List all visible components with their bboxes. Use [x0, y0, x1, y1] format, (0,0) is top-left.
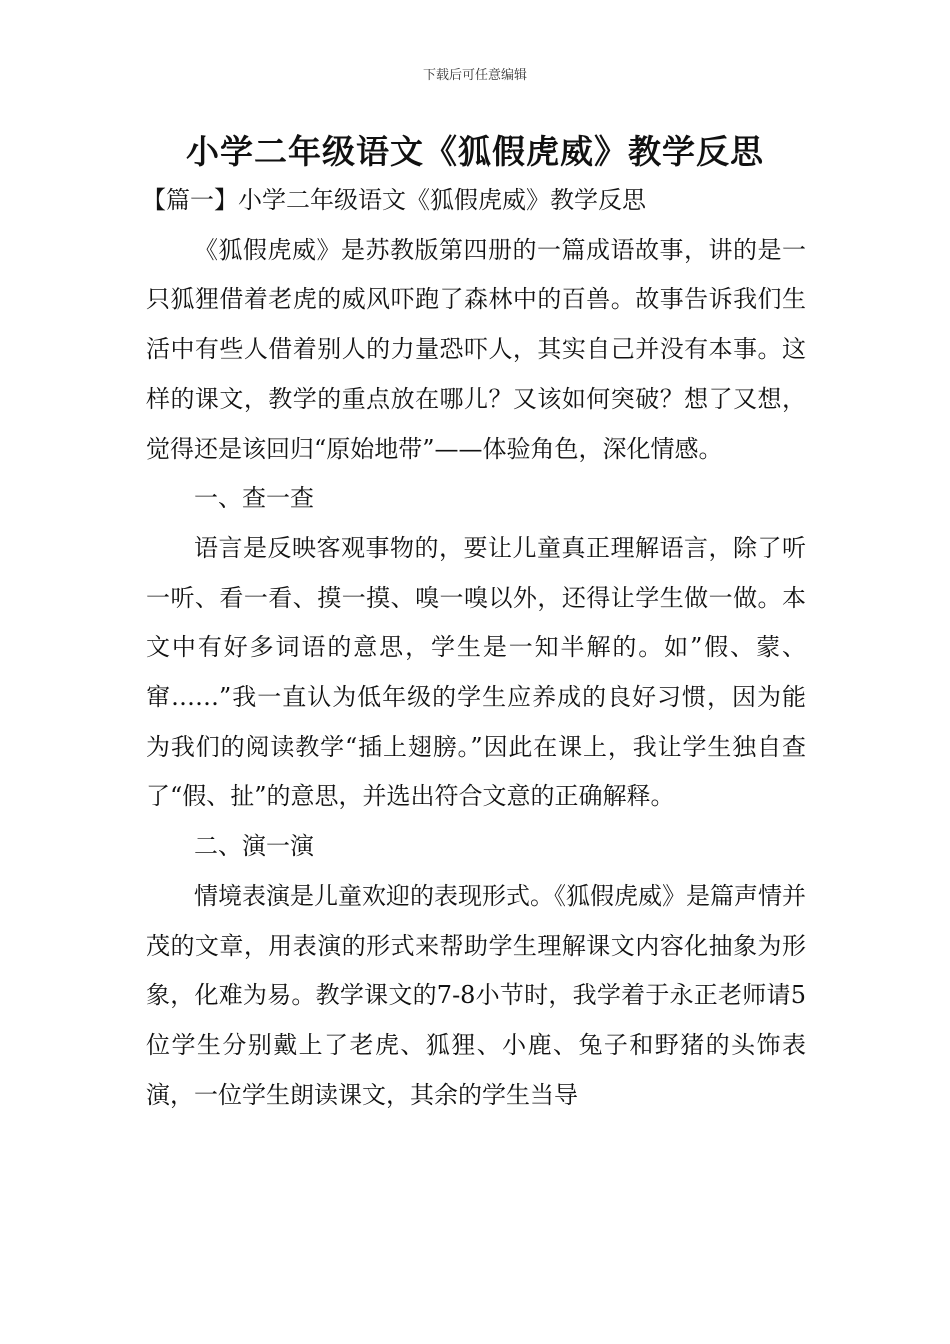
header-note: 下载后可任意编辑 [422, 68, 527, 83]
section-heading-check: 一、查一查 [194, 484, 314, 513]
paragraph-check: 语言是反映客观事物的，要让儿童真正理解语言，除了听一听、看一看、摸一摸、嗅一嗅以外，还得让学生做一做。本文中有好多词语的意思，学生是一知半解的。如”假、蒙、窜……”我一直认为低年级的学生应养成的良好习惯，因为能为我们的阅读教学“插上翅膀。”因此在课上，我让学生独自查了“假、扯”的意思，并选出符合文意的正确解释。 [146, 533, 806, 811]
document-body [142, 176, 806, 1120]
document-title: 小学二年级语文《狐假虎威》教学反思 [186, 132, 764, 171]
section-subtitle: 【篇一】小学二年级语文《狐假虎威》教学反思 [142, 186, 646, 214]
paragraph-intro: 《狐假虎威》是苏教版第四册的一篇成语故事，讲的是一只狐狸借着老虎的威风吓跑了森林中的百兽。故事告诉我们生活中有些人借着别人的力量恐吓人，其实自己并没有本事。这样的课文，教学的重点放在哪儿？又该如何突破？想了又想，觉得还是该回归“原始地带”——体验角色，深化情感。 [146, 235, 806, 463]
paragraph-act: 情境表演是儿童欢迎的表现形式。《狐假虎威》是篇声情并茂的文章，用表演的形式来帮助学生理解课文内容化抽象为形象，化难为易。教学课文的7-8小节时，我学着于永正老师请5位学生分别戴上了老虎、狐狸、小鹿、兔子和野猪的头饰表演，一位学生朗读课文，其余的学生当导 [146, 881, 806, 1109]
section-heading-act: 二、演一演 [194, 832, 314, 861]
